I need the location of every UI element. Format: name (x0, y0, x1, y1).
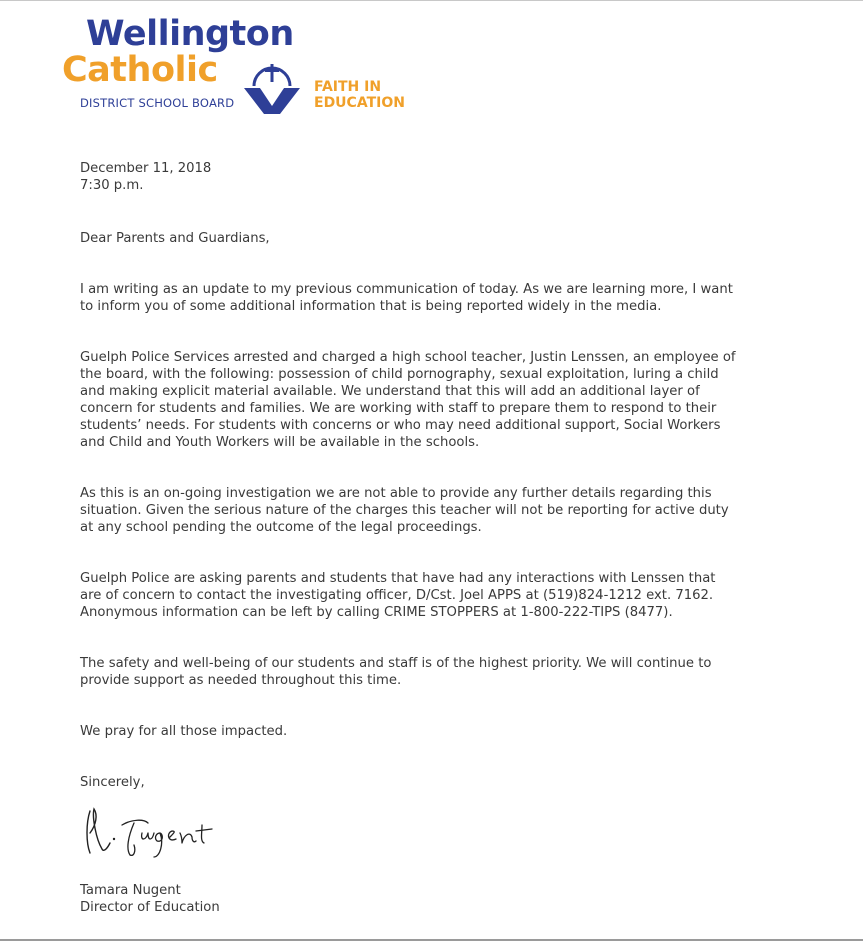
paragraph-prayer: We pray for all those impacted. (80, 724, 288, 739)
letter-time: 7:30 p.m. (80, 178, 144, 193)
logo-district: DISTRICT SCHOOL BOARD (80, 96, 235, 110)
logo-catholic: Catholic (62, 50, 218, 90)
letter-body (80, 160, 740, 791)
handwritten-signature (84, 803, 224, 859)
signer-title: Director of Education (80, 900, 220, 915)
church-cross-icon (242, 56, 302, 116)
logo-wellington: Wellington (86, 14, 294, 54)
top-border (0, 0, 863, 1)
paragraph-update: I am writing as an update to my previous communication of today. As we are learning more, I want to inform you of some additional information that is being reported widely in the media. (80, 282, 733, 314)
paragraph-charges: Guelph Police Services arrested and charged a high school teacher, Justin Lenssen, an employee of the board, with the following: possession of child pornography, sexual exploitation, luring a child and making explicit material available. We understand that this will add an additional layer of concern for students and families. We are working with staff to prepare them to respond to their students’ needs. For students with concerns or who may need additional support, Social Workers and Child and Youth Workers will be available in the schools. (80, 350, 736, 450)
paragraph-safety: The safety and well-being of our students and staff is of the highest priority. We will continue to provide support as needed throughout this time. (80, 656, 712, 688)
board-logo (60, 12, 420, 122)
letter-closing: Sincerely, (80, 775, 145, 790)
paragraph-investigation: As this is an on-going investigation we are not able to provide any further details regarding this situation. Given the serious nature of the charges this teacher will not be reporting for active duty at any school pending the outcome of the legal proceedings. (80, 486, 729, 535)
signer-name: Tamara Nugent (80, 883, 181, 898)
logo-tagline-faith: FAITH IN (314, 79, 382, 95)
letter-greeting: Dear Parents and Guardians, (80, 231, 270, 246)
paragraph-police-contact: Guelph Police are asking parents and students that have had any interactions with Lenssen that are of concern to contact the investigating officer, D/Cst. Joel APPS at (519)824-1212 ext. 7162. Anonymous information can be left by calling CRIME STOPPERS at 1-800-222-TIPS (8477). (80, 571, 716, 620)
letter-date: December 11, 2018 (80, 161, 212, 176)
bottom-border (0, 939, 863, 941)
logo-tagline-education: EDUCATION (314, 95, 405, 111)
